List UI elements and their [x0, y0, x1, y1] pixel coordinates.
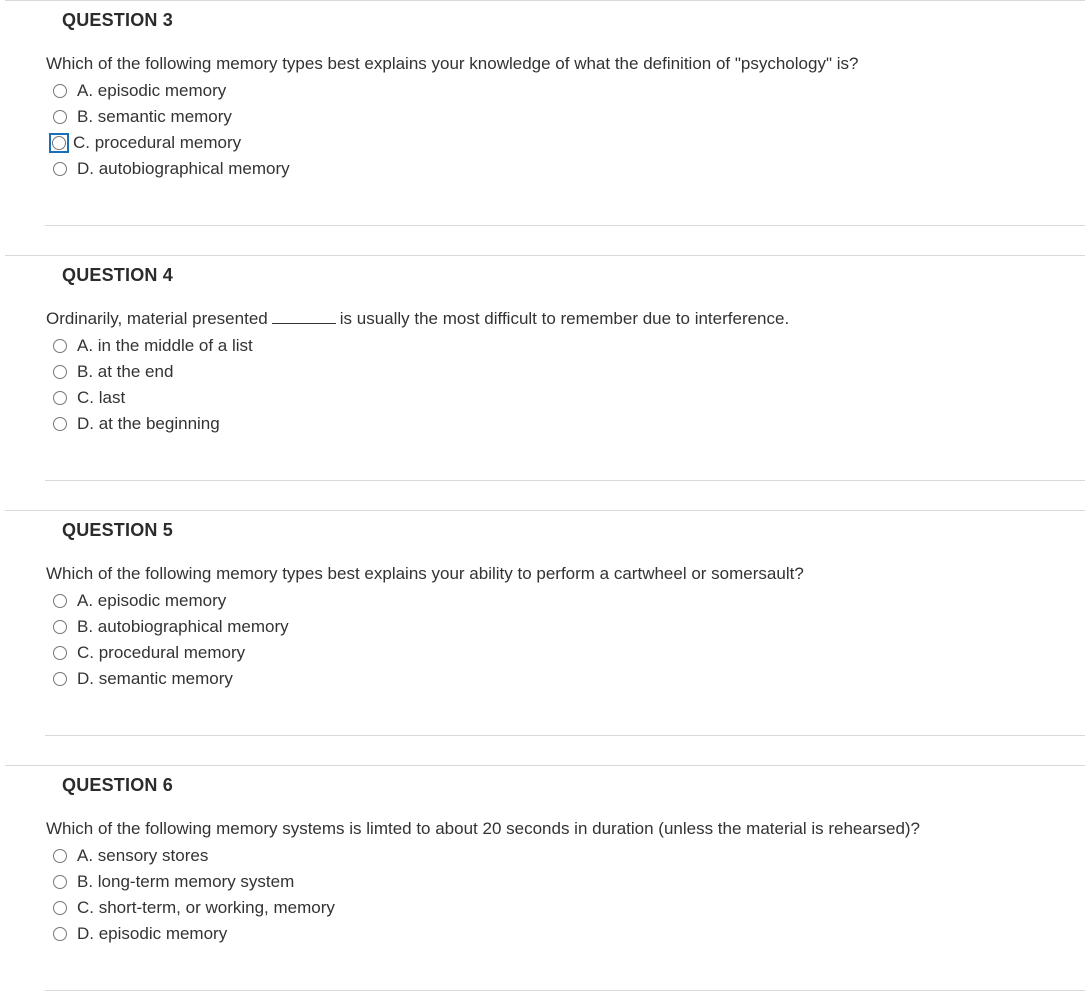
option-c[interactable] [53, 130, 290, 156]
question-title: QUESTION 4 [62, 265, 174, 285]
radio-button[interactable] [52, 136, 66, 150]
question-text: Which of the following memory types best explains your ability to perform a cartwheel or somersault? [46, 564, 804, 583]
option-label: B. at the end [77, 362, 174, 381]
answer-options [53, 588, 289, 692]
radio-button[interactable] [53, 162, 67, 176]
question-text-after: is usually the most difficult to remember due to interference. [339, 309, 790, 328]
radio-button[interactable] [53, 875, 67, 889]
divider [5, 255, 1085, 256]
divider [45, 990, 1085, 991]
radio-button[interactable] [53, 417, 67, 431]
option-label: A. episodic memory [77, 591, 227, 610]
option-b[interactable] [53, 614, 289, 640]
question-text-before: Ordinarily, material presented [46, 309, 268, 328]
question-text: Which of the following memory types best explains your knowledge of what the definition of "psychology" is? [46, 54, 859, 73]
option-d[interactable] [53, 411, 253, 437]
option-label: D. autobiographical memory [77, 159, 290, 178]
question-title: QUESTION 6 [62, 775, 174, 795]
option-b[interactable] [53, 104, 290, 130]
radio-button[interactable] [53, 391, 67, 405]
radio-button[interactable] [53, 339, 67, 353]
divider [5, 765, 1085, 766]
option-label: A. in the middle of a list [77, 336, 253, 355]
divider [5, 0, 1085, 1]
option-a[interactable] [53, 588, 289, 614]
option-label: C. last [77, 388, 126, 407]
divider [45, 480, 1085, 481]
option-label: D. episodic memory [77, 924, 228, 943]
question-title: QUESTION 3 [62, 10, 174, 30]
option-label: B. semantic memory [77, 107, 232, 126]
radio-button[interactable] [53, 620, 67, 634]
answer-options [53, 333, 253, 437]
option-a[interactable] [53, 78, 290, 104]
option-label: B. long-term memory system [77, 872, 295, 891]
radio-button[interactable] [53, 110, 67, 124]
answer-options [53, 843, 335, 947]
option-label: C. procedural memory [77, 643, 246, 662]
fill-in-blank [272, 310, 336, 324]
question-title: QUESTION 5 [62, 520, 174, 540]
radio-button[interactable] [53, 927, 67, 941]
radio-button[interactable] [53, 646, 67, 660]
option-b[interactable] [53, 869, 335, 895]
option-a[interactable] [53, 843, 335, 869]
option-d[interactable] [53, 666, 289, 692]
question-text: Which of the following memory systems is limted to about 20 seconds in duration (unless the material is rehearsed)? [46, 819, 921, 838]
option-c[interactable] [53, 895, 335, 921]
option-label: C. short-term, or working, memory [77, 898, 335, 917]
option-label: B. autobiographical memory [77, 617, 289, 636]
focus-indicator [49, 133, 69, 153]
option-b[interactable] [53, 359, 253, 385]
radio-button[interactable] [53, 594, 67, 608]
option-label: D. semantic memory [77, 669, 233, 688]
radio-button[interactable] [53, 901, 67, 915]
radio-button[interactable] [53, 365, 67, 379]
option-label: A. episodic memory [77, 81, 227, 100]
radio-button[interactable] [53, 672, 67, 686]
option-a[interactable] [53, 333, 253, 359]
option-d[interactable] [53, 921, 335, 947]
question-text [46, 309, 789, 329]
option-label: C. procedural memory [73, 133, 242, 152]
option-label: A. sensory stores [77, 846, 209, 865]
divider [45, 735, 1085, 736]
option-label: D. at the beginning [77, 414, 220, 433]
divider [45, 225, 1085, 226]
option-d[interactable] [53, 156, 290, 182]
option-c[interactable] [53, 640, 289, 666]
radio-button[interactable] [53, 84, 67, 98]
divider [5, 510, 1085, 511]
radio-button[interactable] [53, 849, 67, 863]
option-c[interactable] [53, 385, 253, 411]
answer-options [53, 78, 290, 182]
